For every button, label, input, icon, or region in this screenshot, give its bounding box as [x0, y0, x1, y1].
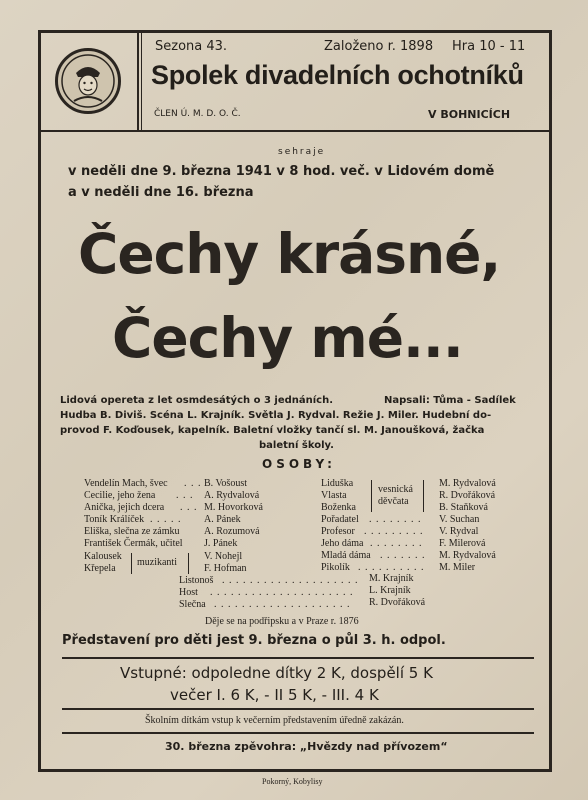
cast-dots: . . . . . . . . — [369, 514, 422, 525]
cast-role: Boženka — [321, 502, 356, 513]
member-label: ČLEN Ú. M. D. O. Č. — [154, 109, 241, 119]
society-logo — [55, 48, 121, 114]
title-line-2: Čechy mé... — [112, 306, 463, 370]
cast-role: Eliška, slečna ze zámku — [84, 526, 180, 537]
cast-role: Listonoš — [179, 575, 214, 586]
cast-dots: . . . . . . . . . . . . . . . . . . . . — [214, 599, 351, 610]
musicians-label: muzikanti — [137, 557, 177, 568]
header-divider-thin — [141, 33, 142, 130]
rule-1 — [62, 657, 534, 659]
cast-role: Anička, jejich dcera — [84, 502, 165, 513]
group-label-2: děvčata — [378, 496, 409, 507]
header-divider — [137, 33, 139, 130]
date-line-2: a v neděli dne 16. března — [68, 185, 254, 200]
cast-role: Host — [179, 587, 198, 598]
cast-actor: J. Pánek — [204, 538, 238, 549]
cast-role: Vlasta — [321, 490, 347, 501]
cast-role: Pikolík — [321, 562, 350, 573]
admission-line-1: Vstupné: odpoledne dítky 2 K, dospělí 5 K — [120, 664, 433, 682]
cast-actor: M. Hovorková — [204, 502, 263, 513]
cast-dots: . . . . . — [150, 514, 182, 525]
cast-role: Profesor — [321, 526, 355, 537]
cast-actor: V. Nohejl — [204, 551, 243, 562]
rule-3 — [62, 732, 534, 734]
cast-actor: F. Milerová — [439, 538, 486, 549]
group-label-1: vesnická — [378, 484, 413, 495]
printer-credit: Pokorný, Kobylisy — [262, 777, 323, 786]
cast-actor: A. Rydvalová — [204, 490, 260, 501]
cast-dots: . . . . . . . . . — [364, 526, 424, 537]
cast-actor: A. Pánek — [204, 514, 241, 525]
society-name: Spolek divadelních ochotníků — [151, 60, 524, 90]
cast-actor: V. Suchan — [439, 514, 480, 525]
rule-2 — [62, 708, 534, 710]
cast-dots: . . . — [180, 502, 198, 513]
date-line-1: v neděli dne 9. března 1941 v 8 hod. več. v Lidovém domě — [68, 164, 495, 179]
setting-line: Děje se na podřipsku a v Praze r. 1876 — [205, 616, 359, 627]
upcoming-line: 30. března zpěvohra: „Hvězdy nad přívozem“ — [165, 740, 448, 753]
season-label: Sezona 43. — [155, 39, 228, 54]
kids-show-line: Představení pro děti jest 9. března o půl 3. h. odpol. — [62, 633, 446, 648]
musicians-brace — [131, 553, 132, 574]
description-line-4: baletní školy. — [259, 440, 334, 451]
description-authors: Napsali: Tůma - Sadílek — [384, 395, 516, 406]
cast-dots: . . . . . . . . . . . . . . . . . . . . — [222, 575, 359, 586]
cast-dots: . . . — [184, 478, 202, 489]
cast-actor: B. Vošoust — [204, 478, 247, 489]
cast-dots: . . . . . . . . . . — [358, 562, 425, 573]
founded-label: Založeno r. 1898 — [324, 39, 434, 54]
cast-dots: . . . . . . . . . . . . . . . . . . . . . — [210, 587, 354, 598]
cast-actor: M. Rydvalová — [439, 550, 496, 561]
cast-actor: R. Dvořáková — [439, 490, 496, 501]
description-line-1: Lidová opereta z let osmdesátých o 3 jednáních. — [60, 395, 334, 406]
description-line-2: Hudba B. Diviš. Scéna L. Krajník. Světla J. Rydval. Režie J. Miler. Hudební do- — [60, 410, 492, 421]
sehraje-label: sehraje — [278, 147, 326, 157]
cast-role: Pořadatel — [321, 514, 359, 525]
header-rule — [41, 130, 549, 132]
cast-role: Jeho dáma — [321, 538, 364, 549]
cast-role: Mladá dáma — [321, 550, 371, 561]
cast-role: Liduška — [321, 478, 354, 489]
cast-role: Vendelín Mach, švec — [84, 478, 168, 489]
place-label: V BOHNICÍCH — [428, 108, 511, 121]
cast-actor: L. Krajník — [369, 585, 411, 596]
description-line-3: provod F. Koďousek, kapelník. Baletní vložky tančí sl. M. Janoušková, žačka — [60, 425, 485, 436]
group-brace — [371, 480, 372, 512]
cast-actor: R. Dvořáková — [369, 597, 426, 608]
cast-actor: M. Miler — [439, 562, 476, 573]
musicians-brace-right — [188, 553, 189, 574]
cast-dots: . . . — [176, 490, 194, 501]
notice-line: Školním dítkám vstup k večerním představením úředně zakázán. — [145, 715, 404, 726]
title-line-1: Čechy krásné, — [78, 222, 501, 286]
admission-line-2: večer I. 6 K, - II 5 K, - III. 4 K — [170, 686, 379, 704]
cast-role: František Čermák, učitel — [84, 538, 183, 549]
cast-heading: OSOBY: — [262, 457, 336, 471]
cast-actor: A. Rozumová — [204, 526, 260, 537]
musician-name: Křepela — [84, 563, 116, 574]
musician-name: Kalousek — [84, 551, 122, 562]
cast-actor: F. Hofman — [204, 563, 247, 574]
group-brace-right — [423, 480, 424, 512]
cast-actor: M. Krajník — [369, 573, 414, 584]
cast-dots: . . . . . . . . — [370, 538, 423, 549]
cast-role: Slečna — [179, 599, 206, 610]
plays-label: Hra 10 - 11 — [452, 39, 526, 54]
cast-dots: . . . . . . . — [380, 550, 426, 561]
cast-role: Toník Králíček — [84, 514, 145, 525]
cast-actor: M. Rydvalová — [439, 478, 496, 489]
cast-actor: B. Staňková — [439, 502, 488, 513]
cast-role: Cecilie, jeho žena — [84, 490, 156, 501]
cast-actor: V. Rydval — [439, 526, 479, 537]
